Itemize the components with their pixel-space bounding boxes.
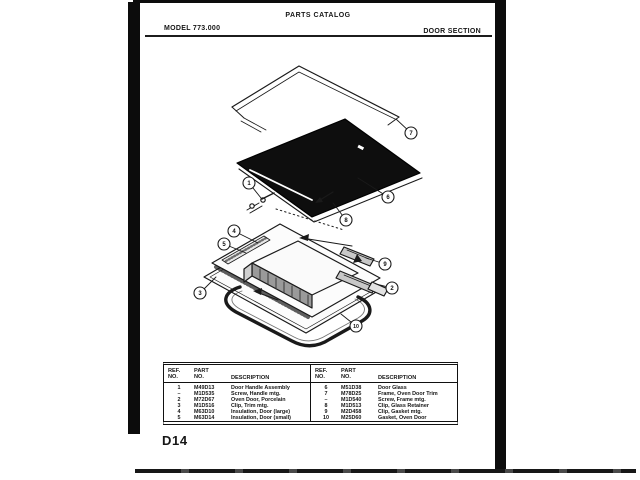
ref-no-header: REF. NO. [168,368,181,380]
part-no-cell: M1D535 [194,391,215,397]
callout-number: 2 [390,286,394,293]
callout-number: 3 [198,291,202,298]
part-no-cell: M51D38 [341,385,362,391]
callout-number: 9 [383,262,387,269]
part-no-header: PART NO. [341,368,356,380]
parts-table [163,362,458,425]
parts-table-row [311,415,457,421]
part-no-cell: M1D516 [194,403,215,409]
description-cell: Screw, Frame mtg. [378,397,426,403]
ref-no-cell: 7 [324,391,328,397]
description-cell: Insulation, Door (large) [231,409,290,415]
description-cell: Clip, Trim mtg. [231,403,269,409]
door-trim-frame [232,66,399,132]
part-no-cell: M1D540 [341,397,362,403]
ref-no-cell: 9 [324,409,328,415]
ref-no-cell: 10 [323,415,329,421]
ref-no-cell: 4 [177,409,181,415]
table-header [311,365,457,383]
part-no-cell: M25D60 [341,415,362,421]
ref-no-header: REF. NO. [315,368,328,380]
callout-number: 6 [386,195,390,202]
description-cell: Door Handle Assembly [231,385,290,391]
callout-number: 7 [409,131,413,138]
part-no-cell: M72D67 [194,397,215,403]
ref-no-cell: 2 [177,397,181,403]
callout-number: 10 [353,324,359,331]
ref-no-cell: 3 [177,403,181,409]
description-cell: Screw, Handle mtg. [231,391,281,397]
callout-number: 5 [222,242,226,249]
ref-no-cell: – [324,397,328,403]
callout-number: 1 [247,181,251,188]
parts-table-row [164,415,310,421]
description-cell: Gasket, Oven Door [378,415,427,421]
parts-table-right-pane [310,365,457,421]
table-header [164,365,310,383]
description-cell: Clip, Glass Retainer [378,403,429,409]
ref-no-cell: 5 [177,415,181,421]
door-glass [237,119,422,225]
part-no-cell: M78D25 [341,391,362,397]
page-code: D14 [162,433,188,448]
callout-number: 8 [344,218,348,225]
description-header: DESCRIPTION [378,375,417,381]
part-no-header: PART NO. [194,368,209,380]
parts-table-left-pane [164,365,310,421]
parts-rows-left [164,383,310,421]
part-no-cell: M49D13 [194,385,215,391]
catalog-title: PARTS CATALOG [285,12,351,19]
section-title: DOOR SECTION [423,28,481,35]
ref-no-cell: 6 [324,385,328,391]
ref-no-cell: – [177,391,181,397]
description-header: DESCRIPTION [231,375,270,381]
description-cell: Door Glass [378,385,407,391]
part-no-cell: M2D458 [341,409,362,415]
ref-no-cell: 8 [324,403,328,409]
description-cell: Oven Door, Porcelain [231,397,286,403]
parts-rows-right [311,383,457,421]
ref-no-cell: 1 [177,385,181,391]
part-no-cell: M63D10 [194,409,215,415]
model-number: MODEL 773.000 [164,25,221,32]
description-cell: Clip, Gasket mtg. [378,409,423,415]
description-cell: Frame, Oven Door Trim [378,391,438,397]
part-no-cell: M63D14 [194,415,215,421]
description-cell: Insulation, Door (small) [231,415,291,421]
callout-number: 4 [232,229,236,236]
part-no-cell: M1D513 [341,403,362,409]
